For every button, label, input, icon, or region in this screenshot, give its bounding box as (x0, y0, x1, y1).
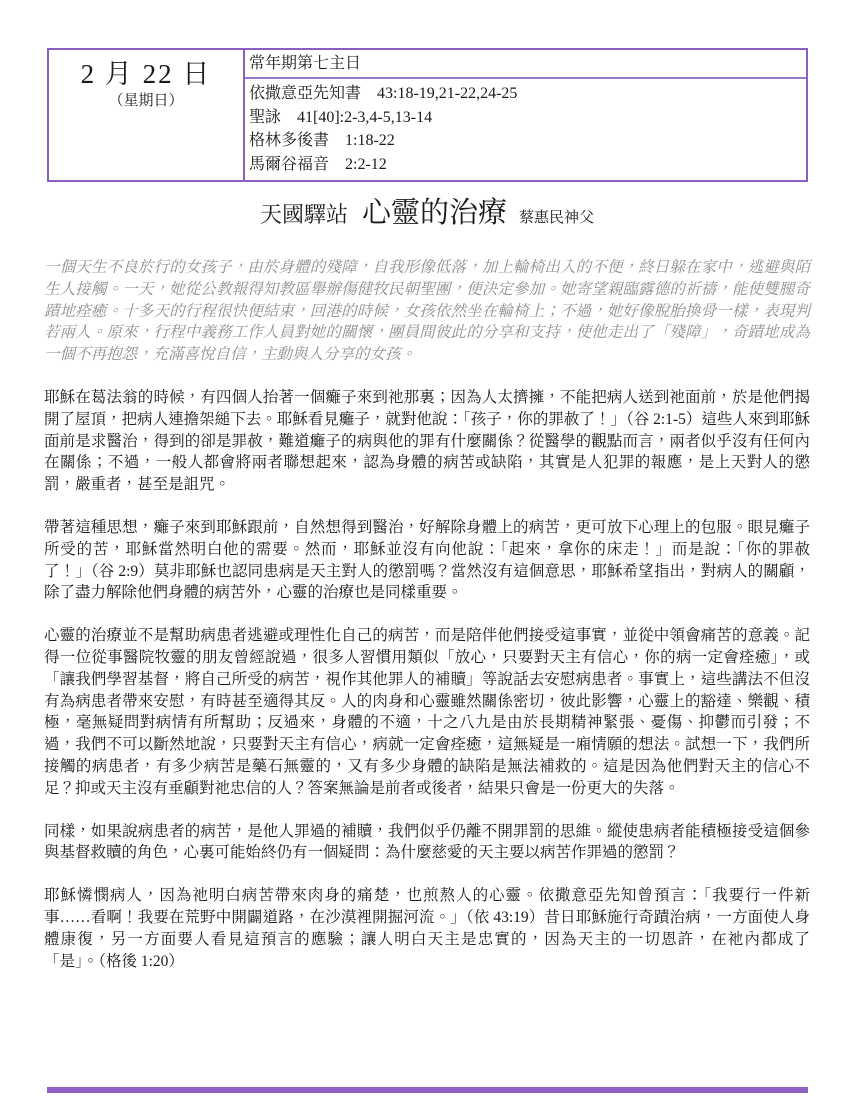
paragraph-reflection-1: 帶著這種思想，癱子來到耶穌跟前，自然想得到醫治，好解除身體上的病苦，更可放下心理上的包服。眼見癱子所受的苦，耶穌當然明白他的需要。然而，耶穌並沒有向他說：「起來，拿你的床走！」而是說：「你的罪赦了！」（谷 2:9）莫非耶穌也認同患病是天主對人的懲罰嗎？當然沒有這個意思，耶穌希望指出，對病人的關顧，除了盡力解除他們身體的病苦外，心靈的治療也是同樣重要。 (44, 518, 810, 602)
reading-isaiah: 依撒意亞先知書 43:18-19,21-22,24-25 (249, 85, 518, 102)
article-title-text: 心靈的治療 (361, 197, 507, 229)
paragraph-conclusion: 耶穌憐憫病人，因為祂明白病苦帶來肉身的痛楚，也煎熬人的心靈。依撒意亞先知曾預言：「我要行一件新事……看啊！我要在荒野中開闢道路，在沙漠裡開掘河流。」（依 43:19）昔日耶穌施行奇蹟治病，一方面使人身體康復，另一方面要人看見這預言的應驗；讓人明白天主是忠實的，因為天主的一切恩許，在祂內都成了「是」。（格後 1:20） (44, 887, 810, 970)
date-cell (49, 50, 245, 180)
paragraph-reflection-3: 同樣，如果說病患者的病苦，是他人罪過的補贖，我們似乎仍離不開罪罰的思維。縱使患病者能積極接受這個參與基督救贖的角色，心裏可能始終仍有一個疑問：為什麼慈愛的天主要以病苦作罪過的懲罰？ (44, 822, 810, 862)
date-text: 2 月 22 日 (80, 59, 212, 89)
paragraph-gospel: 耶穌在葛法翁的時候，有四個人抬著一個癱子來到祂那裏；因為人太擠擁，不能把病人送到祂面前，於是他們揭開了屋頂，把病人連擔架縋下去。耶穌看見癱子，就對他說：「孩子，你的罪赦了！」（谷 2:1-5）這些人來到耶穌面前是求醫治，得到的卻是罪赦，難道癱子的病與他的罪有什麼關係？從醫學的觀點而言，兩者似乎沒有任何內在關係；不過，一般人都會將兩者聯想起來，認為身體的病苦或缺陷，其實是人犯罪的報應，是上天對人的懲罰，嚴重者，甚至是詛咒。 (44, 388, 810, 494)
author-name: 蔡惠民神父 (519, 210, 595, 226)
feast-cell (245, 50, 806, 180)
feast-title: 常年期第七主日 (245, 50, 806, 79)
series-name: 天國驛站 (259, 202, 348, 227)
article (44, 190, 810, 993)
liturgy-schedule-table (47, 48, 808, 182)
paragraph-reflection-2: 心靈的治療並不是幫助病患者逃避或理性化自己的病苦，而是陪伴他們接受這事實，並從中領會痛苦的意義。記得一位從事醫院牧靈的朋友曾經說過，很多人習慣用類似「放心，只要對天主有信心，你的病一定會痊癒」，或「讓我們學習基督，將自己所受的病苦，視作其他罪人的補贖」等說話去安慰病患者。事實上，這些講法不但沒有為病患者帶來安慰，有時甚至適得其反。人的肉身和心靈雖然關係密切，彼此影響，心靈上的豁達、樂觀、積極，毫無疑問對病情有所幫助；反過來，身體的不適，十之八九是由於長期精神緊張、憂傷、抑鬱而引發；不過，我們不可以斷然地說，只要對天主有信心，病就一定會痊癒，這無疑是一廂情願的想法。試想一下，我們所接觸的病患者，有多少病苦是藥石無靈的，又有多少身體的缺陷是無法補救的。這是因為他們對天主的信心不足？抑或天主沒有垂顧對祂忠信的人？答案無論是前者或後者，結果只會是一份更大的失落。 (44, 627, 810, 797)
paragraph-story: 一個天生不良於行的女孩子，由於身體的殘障，自我形像低落，加上輪椅出入的不便，終日躲在家中，逃避與陌生人接觸。一天，她從公教報得知教區舉辦傷健牧民朝聖團，便決定參加。她寄望親臨露德的祈禱，能使雙腿奇蹟地痊癒。十多天的行程很快便結束，回港的時候，女孩依然坐在輪椅上；不過，她好像脫胎換骨一樣，表現判若兩人。原來，行程中義務工作人員對她的關懷，團員間彼此的分享和支持，使他走出了「殘障」，奇蹟地成為一個不再抱怨，充滿喜悅自信，主動與人分享的女孩。 (44, 259, 810, 364)
footer-divider (47, 1087, 808, 1093)
readings-list (245, 79, 806, 180)
article-title-row (44, 190, 810, 231)
reading-psalm: 聖詠 41[40]:2-3,4-5,13-14 (249, 108, 433, 126)
reading-mark: 馬爾谷福音 2:2-12 (249, 155, 387, 173)
weekday-text: （星期日） (108, 93, 184, 109)
reading-corinthians: 格林多後書 1:18-22 (249, 132, 395, 149)
